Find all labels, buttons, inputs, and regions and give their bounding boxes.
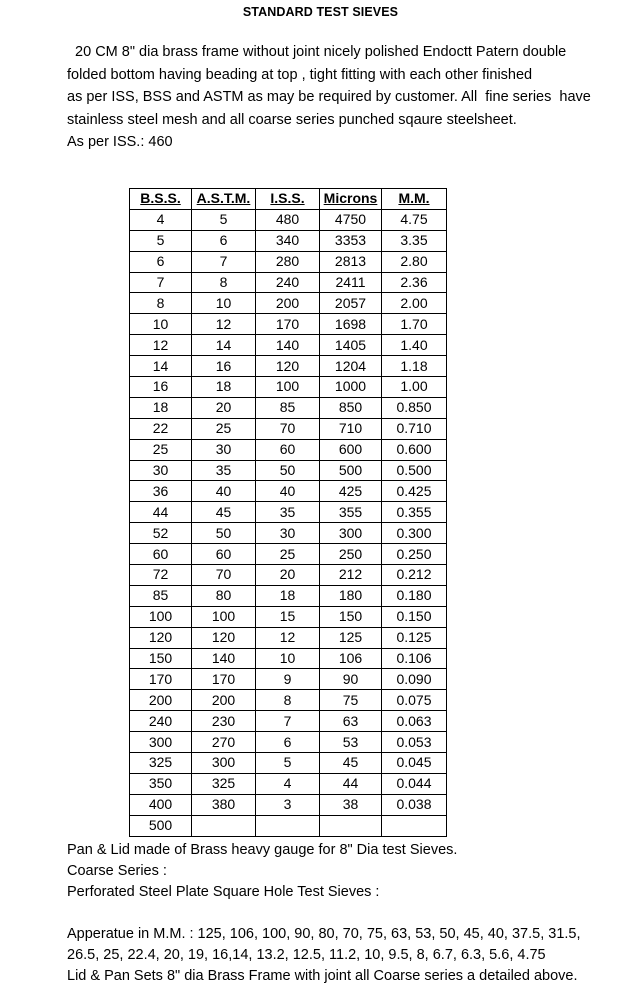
cell-iss: 12	[256, 627, 320, 648]
coarse-series-heading: Coarse Series :	[67, 863, 167, 879]
cell-iss: 8	[256, 690, 320, 711]
column-header-microns: Microns	[320, 189, 382, 210]
table-row	[130, 314, 447, 335]
cell-iss: 240	[256, 272, 320, 293]
cell-astm: 200	[192, 690, 256, 711]
cell-bss: 14	[130, 356, 192, 377]
cell-astm: 140	[192, 648, 256, 669]
table-row	[130, 272, 447, 293]
cell-iss: 35	[256, 502, 320, 523]
cell-astm: 6	[192, 230, 256, 251]
cell-microns: 2411	[320, 272, 382, 293]
cell-bss: 100	[130, 606, 192, 627]
cell-bss: 150	[130, 648, 192, 669]
cell-bss: 60	[130, 544, 192, 565]
cell-mm: 1.00	[382, 377, 447, 398]
spacer	[67, 903, 637, 924]
cell-astm: 380	[192, 794, 256, 815]
cell-astm	[192, 815, 256, 836]
cell-mm: 0.500	[382, 460, 447, 481]
table-row	[130, 251, 447, 272]
table-row	[130, 627, 447, 648]
cell-astm: 16	[192, 356, 256, 377]
cell-astm: 45	[192, 502, 256, 523]
table-row	[130, 669, 447, 690]
cell-microns: 44	[320, 773, 382, 794]
cell-astm: 300	[192, 753, 256, 774]
cell-bss: 240	[130, 711, 192, 732]
cell-astm: 7	[192, 251, 256, 272]
cell-bss: 300	[130, 732, 192, 753]
cell-mm: 0.212	[382, 565, 447, 586]
table-row	[130, 523, 447, 544]
cell-iss: 40	[256, 481, 320, 502]
cell-mm: 0.090	[382, 669, 447, 690]
intro-line: stainless steel mesh and all coarse series punched sqaure steelsheet.	[67, 111, 517, 128]
cell-iss: 140	[256, 335, 320, 356]
cell-microns	[320, 815, 382, 836]
cell-iss: 18	[256, 585, 320, 606]
cell-iss: 200	[256, 293, 320, 314]
apperatue-sizes-line: 26.5, 25, 22.4, 20, 19, 16,14, 13.2, 12.5, 11.2, 10, 9.5, 8, 6.7, 6.3, 5.6, 4.75	[67, 947, 546, 963]
table-row	[130, 230, 447, 251]
cell-bss: 7	[130, 272, 192, 293]
cell-microns: 425	[320, 481, 382, 502]
intro-line: folded bottom having beading at top , tight fitting with each other finished	[67, 66, 533, 83]
table-row	[130, 460, 447, 481]
cell-astm: 18	[192, 377, 256, 398]
cell-iss	[256, 815, 320, 836]
lid-pan-sets-note: Lid & Pan Sets 8" dia Brass Frame with joint all Coarse series a detailed above.	[67, 968, 578, 984]
cell-bss: 18	[130, 397, 192, 418]
cell-microns: 75	[320, 690, 382, 711]
cell-bss: 200	[130, 690, 192, 711]
cell-astm: 100	[192, 606, 256, 627]
pan-lid-note: Pan & Lid made of Brass heavy gauge for 8" Dia test Sieves.	[67, 842, 458, 858]
cell-microns: 250	[320, 544, 382, 565]
column-header-bss: B.S.S.	[130, 189, 192, 210]
cell-microns: 3353	[320, 230, 382, 251]
table-row	[130, 544, 447, 565]
cell-iss: 70	[256, 418, 320, 439]
cell-iss: 30	[256, 523, 320, 544]
cell-mm: 1.18	[382, 356, 447, 377]
page-title: STANDARD TEST SIEVES	[242, 5, 399, 19]
cell-bss: 120	[130, 627, 192, 648]
cell-microns: 90	[320, 669, 382, 690]
cell-mm: 0.150	[382, 606, 447, 627]
cell-iss: 170	[256, 314, 320, 335]
column-header-astm: A.S.T.M.	[192, 189, 256, 210]
cell-astm: 50	[192, 523, 256, 544]
cell-iss: 15	[256, 606, 320, 627]
cell-mm: 0.600	[382, 439, 447, 460]
cell-bss: 52	[130, 523, 192, 544]
cell-astm: 35	[192, 460, 256, 481]
cell-mm	[382, 815, 447, 836]
cell-mm: 2.36	[382, 272, 447, 293]
cell-bss: 4	[130, 209, 192, 230]
cell-iss: 85	[256, 397, 320, 418]
table-row	[130, 711, 447, 732]
cell-microns: 300	[320, 523, 382, 544]
cell-microns: 180	[320, 585, 382, 606]
cell-mm: 4.75	[382, 209, 447, 230]
cell-bss: 500	[130, 815, 192, 836]
cell-iss: 10	[256, 648, 320, 669]
cell-iss: 60	[256, 439, 320, 460]
table-row	[130, 606, 447, 627]
cell-mm: 0.355	[382, 502, 447, 523]
perforated-heading: Perforated Steel Plate Square Hole Test Sieves :	[67, 884, 380, 900]
cell-iss: 120	[256, 356, 320, 377]
table-body	[130, 209, 447, 836]
table-row	[130, 815, 447, 836]
cell-astm: 30	[192, 439, 256, 460]
cell-astm: 12	[192, 314, 256, 335]
cell-microns: 4750	[320, 209, 382, 230]
cell-microns: 2057	[320, 293, 382, 314]
cell-mm: 0.075	[382, 690, 447, 711]
intro-paragraph	[67, 41, 637, 154]
table-row	[130, 732, 447, 753]
cell-mm: 0.038	[382, 794, 447, 815]
apperatue-sizes-line: Apperatue in M.M. : 125, 106, 100, 90, 80, 70, 75, 63, 53, 50, 45, 40, 37.5, 31.5,	[67, 926, 581, 942]
table-row	[130, 418, 447, 439]
cell-mm: 2.00	[382, 293, 447, 314]
cell-microns: 45	[320, 753, 382, 774]
cell-mm: 0.053	[382, 732, 447, 753]
cell-iss: 3	[256, 794, 320, 815]
cell-astm: 8	[192, 272, 256, 293]
cell-iss: 4	[256, 773, 320, 794]
table-row	[130, 356, 447, 377]
table-row	[130, 335, 447, 356]
cell-microns: 1000	[320, 377, 382, 398]
cell-mm: 0.063	[382, 711, 447, 732]
cell-astm: 10	[192, 293, 256, 314]
cell-bss: 22	[130, 418, 192, 439]
cell-iss: 480	[256, 209, 320, 230]
intro-line: 20 CM 8" dia brass frame without joint nicely polished Endoctt Patern double	[67, 44, 567, 60]
cell-mm: 0.044	[382, 773, 447, 794]
table-row	[130, 377, 447, 398]
cell-mm: 0.045	[382, 753, 447, 774]
cell-bss: 16	[130, 377, 192, 398]
table-row	[130, 565, 447, 586]
cell-bss: 12	[130, 335, 192, 356]
table-row	[130, 648, 447, 669]
cell-mm: 0.710	[382, 418, 447, 439]
cell-iss: 7	[256, 711, 320, 732]
column-header-mm: M.M.	[382, 189, 447, 210]
cell-mm: 0.125	[382, 627, 447, 648]
column-header-iss: I.S.S.	[256, 189, 320, 210]
cell-bss: 400	[130, 794, 192, 815]
table-row	[130, 585, 447, 606]
table-row	[130, 481, 447, 502]
table-row	[130, 209, 447, 230]
cell-bss: 8	[130, 293, 192, 314]
cell-microns: 63	[320, 711, 382, 732]
intro-line: as per ISS, BSS and ASTM as may be required by customer. All fine series have	[67, 89, 591, 105]
cell-microns: 212	[320, 565, 382, 586]
cell-mm: 1.40	[382, 335, 447, 356]
cell-microns: 1698	[320, 314, 382, 335]
cell-microns: 1405	[320, 335, 382, 356]
cell-microns: 500	[320, 460, 382, 481]
cell-mm: 3.35	[382, 230, 447, 251]
cell-astm: 325	[192, 773, 256, 794]
cell-mm: 2.80	[382, 251, 447, 272]
table-row	[130, 773, 447, 794]
cell-microns: 150	[320, 606, 382, 627]
cell-astm: 70	[192, 565, 256, 586]
cell-astm: 170	[192, 669, 256, 690]
cell-mm: 0.106	[382, 648, 447, 669]
table-row	[130, 397, 447, 418]
cell-astm: 25	[192, 418, 256, 439]
cell-astm: 120	[192, 627, 256, 648]
cell-astm: 60	[192, 544, 256, 565]
cell-iss: 50	[256, 460, 320, 481]
cell-mm: 0.850	[382, 397, 447, 418]
cell-iss: 340	[256, 230, 320, 251]
cell-iss: 9	[256, 669, 320, 690]
cell-bss: 350	[130, 773, 192, 794]
table-header-row	[130, 189, 447, 210]
cell-iss: 20	[256, 565, 320, 586]
cell-astm: 270	[192, 732, 256, 753]
cell-iss: 6	[256, 732, 320, 753]
cell-microns: 1204	[320, 356, 382, 377]
cell-microns: 106	[320, 648, 382, 669]
cell-microns: 125	[320, 627, 382, 648]
notes-section	[67, 840, 637, 987]
intro-line: As per ISS.: 460	[67, 134, 173, 150]
cell-bss: 72	[130, 565, 192, 586]
cell-iss: 100	[256, 377, 320, 398]
cell-iss: 5	[256, 753, 320, 774]
sieve-table	[129, 188, 447, 837]
cell-iss: 280	[256, 251, 320, 272]
cell-microns: 38	[320, 794, 382, 815]
cell-mm: 0.180	[382, 585, 447, 606]
cell-bss: 44	[130, 502, 192, 523]
cell-bss: 5	[130, 230, 192, 251]
cell-bss: 170	[130, 669, 192, 690]
cell-bss: 325	[130, 753, 192, 774]
cell-bss: 30	[130, 460, 192, 481]
cell-mm: 1.70	[382, 314, 447, 335]
cell-bss: 25	[130, 439, 192, 460]
cell-iss: 25	[256, 544, 320, 565]
table-row	[130, 439, 447, 460]
cell-astm: 14	[192, 335, 256, 356]
cell-astm: 230	[192, 711, 256, 732]
cell-microns: 850	[320, 397, 382, 418]
table-row	[130, 502, 447, 523]
cell-mm: 0.300	[382, 523, 447, 544]
cell-astm: 5	[192, 209, 256, 230]
cell-microns: 710	[320, 418, 382, 439]
cell-bss: 85	[130, 585, 192, 606]
table-row	[130, 753, 447, 774]
cell-microns: 2813	[320, 251, 382, 272]
cell-microns: 355	[320, 502, 382, 523]
table-row	[130, 794, 447, 815]
cell-astm: 40	[192, 481, 256, 502]
table-row	[130, 690, 447, 711]
cell-microns: 53	[320, 732, 382, 753]
cell-mm: 0.250	[382, 544, 447, 565]
cell-astm: 80	[192, 585, 256, 606]
cell-bss: 6	[130, 251, 192, 272]
cell-bss: 10	[130, 314, 192, 335]
cell-bss: 36	[130, 481, 192, 502]
table-row	[130, 293, 447, 314]
cell-microns: 600	[320, 439, 382, 460]
cell-mm: 0.425	[382, 481, 447, 502]
cell-astm: 20	[192, 397, 256, 418]
